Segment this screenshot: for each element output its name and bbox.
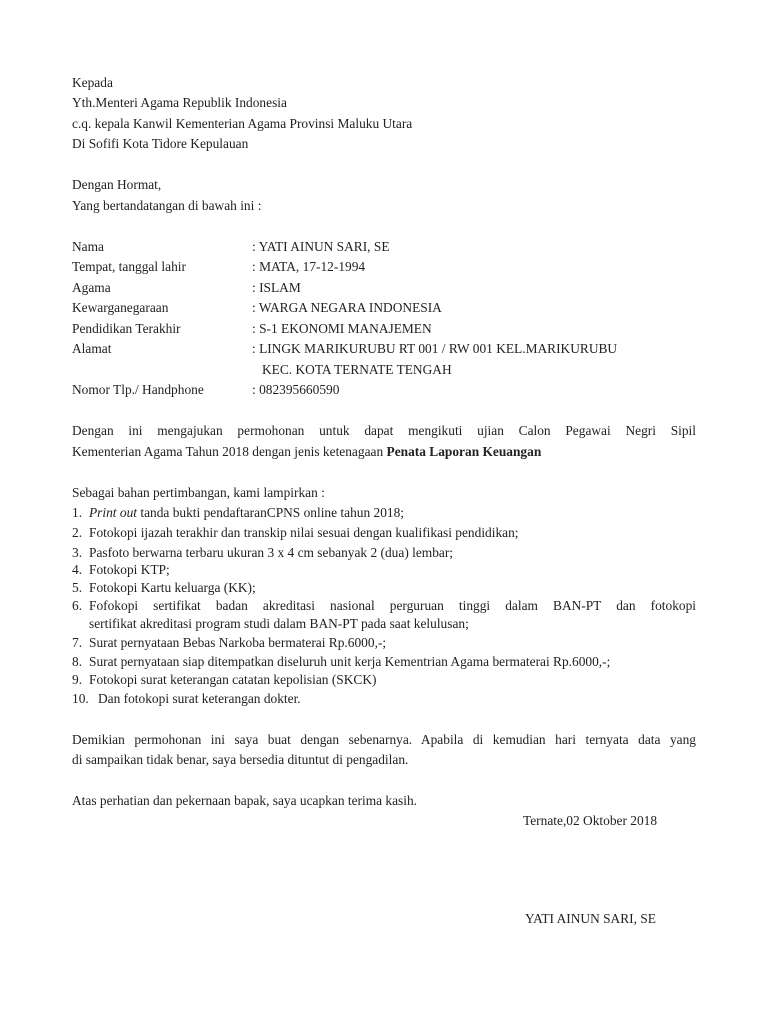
signature-name: YATI AINUN SARI, SE <box>525 911 656 926</box>
list-item-continuation: sertifikat akreditasi program studi dalam BAN-PT pada saat kelulusan; <box>89 616 469 631</box>
list-item-number: 2. <box>72 525 83 540</box>
list-item: Fotokopi KTP; <box>89 562 170 577</box>
list-item: Surat pernyataan Bebas Narkoba bermaterai Rp.6000,-; <box>89 635 387 650</box>
closing-line-1: Demikian permohonan ini saya buat dengan sebenarnya. Apabila di kemudian hari ternyata data yang <box>72 732 696 747</box>
list-item: Pasfoto berwarna terbaru ukuran 3 x 4 cm sebanyak 2 (dua) lembar; <box>89 545 454 560</box>
recipient-line-2: c.q. kepala Kanwil Kementerian Agama Provinsi Maluku Utara <box>72 116 413 131</box>
attachments-intro: Sebagai bahan pertimbangan, kami lampirkan : <box>72 485 325 500</box>
salutation: Dengan Hormat, <box>72 177 162 192</box>
list-item-number: 6. <box>72 598 83 613</box>
list-item: Fotokopi surat keterangan catatan kepolisian (SKCK) <box>89 672 377 687</box>
list-item: Dan fotokopi surat keterangan dokter. <box>98 691 301 706</box>
list-item-number: 5. <box>72 580 83 595</box>
identity-label-phone: Nomor Tlp./ Handphone <box>72 382 204 397</box>
identity-value-religion: : ISLAM <box>252 280 301 295</box>
list-item-number: 1. <box>72 505 83 520</box>
list-item-italic: Print out <box>89 505 137 520</box>
list-item-number: 3. <box>72 545 83 560</box>
recipient-kepada: Kepada <box>72 75 113 90</box>
recipient-line-1: Yth.Menteri Agama Republik Indonesia <box>72 95 287 110</box>
list-item: Surat pernyataan siap ditempatkan diseluruh unit kerja Kementrian Agama bermaterai Rp.6000,-; <box>89 654 611 669</box>
list-item-text: tanda bukti pendaftaranCPNS online tahun 2018; <box>137 505 405 520</box>
request-line-2 <box>72 445 541 458</box>
list-item <box>89 506 404 519</box>
recipient-line-3: Di Sofifi Kota Tidore Kepulauan <box>72 136 249 151</box>
identity-label-address: Alamat <box>72 341 112 356</box>
thanks-line: Atas perhatian dan pekernaan bapak, saya ucapkan terima kasih. <box>72 793 418 808</box>
position-title: Penata Laporan Keuangan <box>386 444 542 459</box>
identity-label-nama: Nama <box>72 239 104 254</box>
identity-value-birth: : MATA, 17-12-1994 <box>252 259 366 274</box>
identity-label-citizenship: Kewarganegaraan <box>72 300 169 315</box>
list-item-number: 4. <box>72 562 83 577</box>
intro-text: Yang bertandatangan di bawah ini : <box>72 198 262 213</box>
list-item: Fofokopi sertifikat badan akreditasi nasional perguruan tinggi dalam BAN-PT dan fotokopi <box>89 598 696 613</box>
identity-label-education: Pendidikan Terakhir <box>72 321 181 336</box>
identity-value-nama: : YATI AINUN SARI, SE <box>252 239 390 254</box>
list-item-number: 9. <box>72 672 83 687</box>
list-item-number: 10. <box>72 691 89 706</box>
identity-label-birth: Tempat, tanggal lahir <box>72 259 186 274</box>
list-item-number: 7. <box>72 635 83 650</box>
request-line-2-prefix: Kementerian Agama Tahun 2018 dengan jenis ketenagaan <box>72 444 387 459</box>
list-item-number: 8. <box>72 654 83 669</box>
identity-label-religion: Agama <box>72 280 111 295</box>
closing-line-2: di sampaikan tidak benar, saya bersedia dituntut di pengadilan. <box>72 752 409 767</box>
place-date: Ternate,02 Oktober 2018 <box>523 813 658 828</box>
identity-value-address-2: KEC. KOTA TERNATE TENGAH <box>262 362 452 377</box>
identity-value-phone: : 082395660590 <box>252 382 340 397</box>
identity-value-education: : S-1 EKONOMI MANAJEMEN <box>252 321 432 336</box>
request-line-1: Dengan ini mengajukan permohonan untuk dapat mengikuti ujian Calon Pegawai Negri Sipil <box>72 423 696 438</box>
list-item: Fotokopi ijazah terakhir dan transkip nilai sesuai dengan kualifikasi pendidikan; <box>89 525 519 540</box>
list-item: Fotokopi Kartu keluarga (KK); <box>89 580 256 595</box>
identity-value-address: : LINGK MARIKURUBU RT 001 / RW 001 KEL.MARIKURUBU <box>252 341 618 356</box>
identity-value-citizenship: : WARGA NEGARA INDONESIA <box>252 300 442 315</box>
